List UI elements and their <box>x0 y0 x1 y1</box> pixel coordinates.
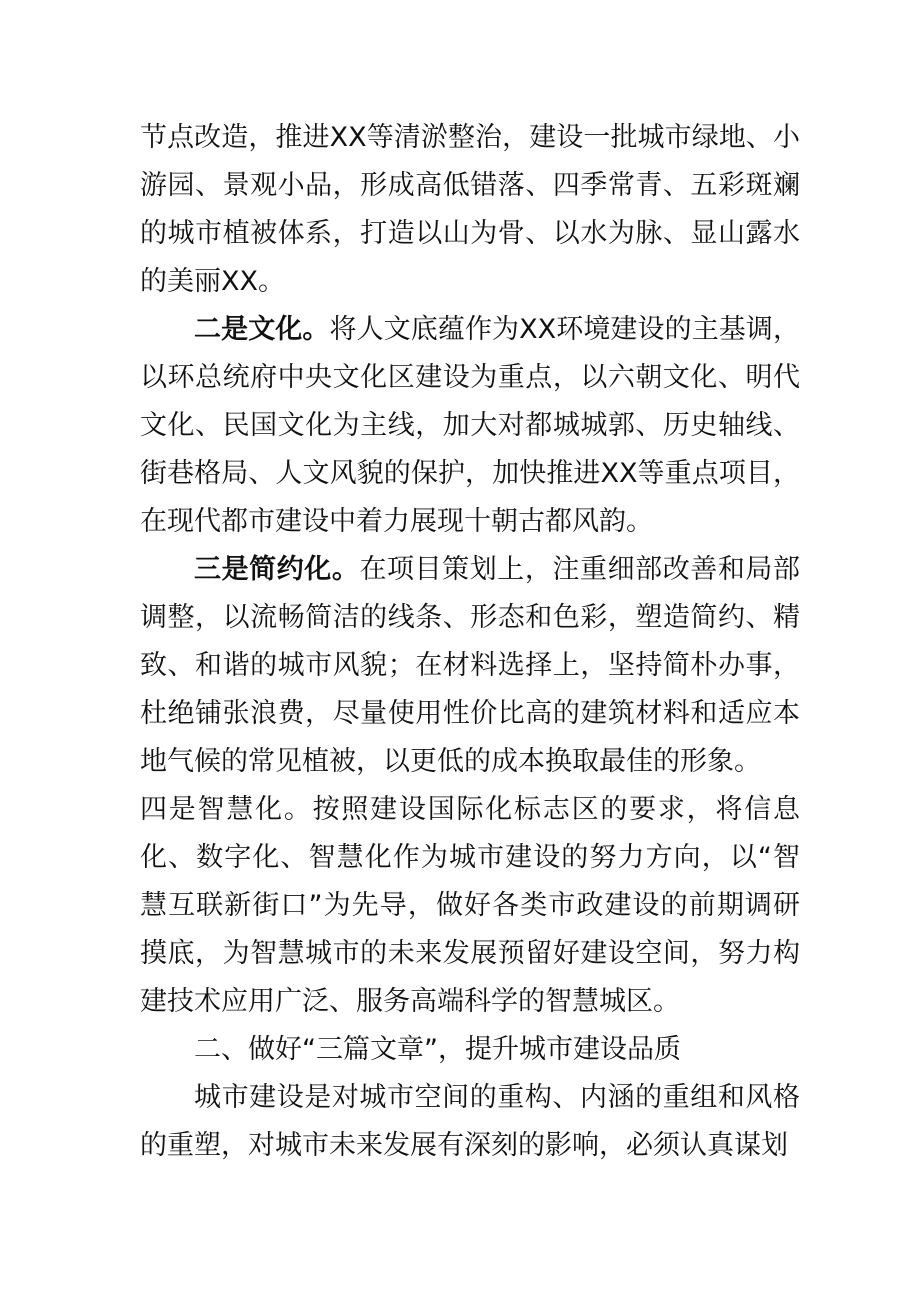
section-heading-text: 二、做好“三篇文章”，提升城市建设品质 <box>194 1034 681 1065</box>
paragraph-culture-text: 将人文底蕴作为XX环境建设的主基调，以环总统府中央文化区建设为重点，以六朝文化、明代文化、民国文化为主线，加大对都城城郭、历史轴线、街巷格局、人文风貌的保护，加快推进XX等重点项目，在现代都市建设中着力展现十朝古都风韵。 <box>140 314 801 537</box>
section-heading <box>140 1026 800 1074</box>
document-page <box>140 114 800 1170</box>
paragraph-simplicity-lead: 三是简约化。 <box>194 554 360 585</box>
paragraph-1-text: 节点改造，推进XX等清淤整治，建设一批城市绿地、小游园、景观小品，形成高低错落、四季常青、五彩斑斓的城市植被体系，打造以山为骨、以水为脉、显山露水的美丽XX。 <box>140 122 800 297</box>
paragraph-final-text: 城市建设是对城市空间的重构、内涵的重组和风格的重塑，对城市未来发展有深刻的影响，必须认真谋划 <box>140 1082 800 1161</box>
paragraph-smart-text: 四是智慧化。按照建设国际化标志区的要求，将信息化、数字化、智慧化作为城市建设的努力方向，以“智慧互联新街口”为先导，做好各类市政建设的前期调研摸底，为智慧城市的未来发展预留好建设空间，努力构建技术应用广泛、服务高端科学的智慧城区。 <box>140 794 800 1017</box>
paragraph-1 <box>140 114 800 306</box>
paragraph-culture <box>140 306 800 546</box>
paragraph-smart <box>140 786 800 1026</box>
paragraph-final <box>140 1074 800 1170</box>
paragraph-culture-lead: 二是文化。 <box>194 314 330 345</box>
paragraph-simplicity <box>140 546 800 786</box>
paragraph-simplicity-text: 在项目策划上，注重细部改善和局部调整，以流畅简洁的线条、形态和色彩，塑造简约、精致、和谐的城市风貌；在材料选择上，坚持简朴办事，杜绝铺张浪费，尽量使用性价比高的建筑材料和适应本地气候的常见植被，以更低的成本换取最佳的形象。 <box>140 554 801 777</box>
